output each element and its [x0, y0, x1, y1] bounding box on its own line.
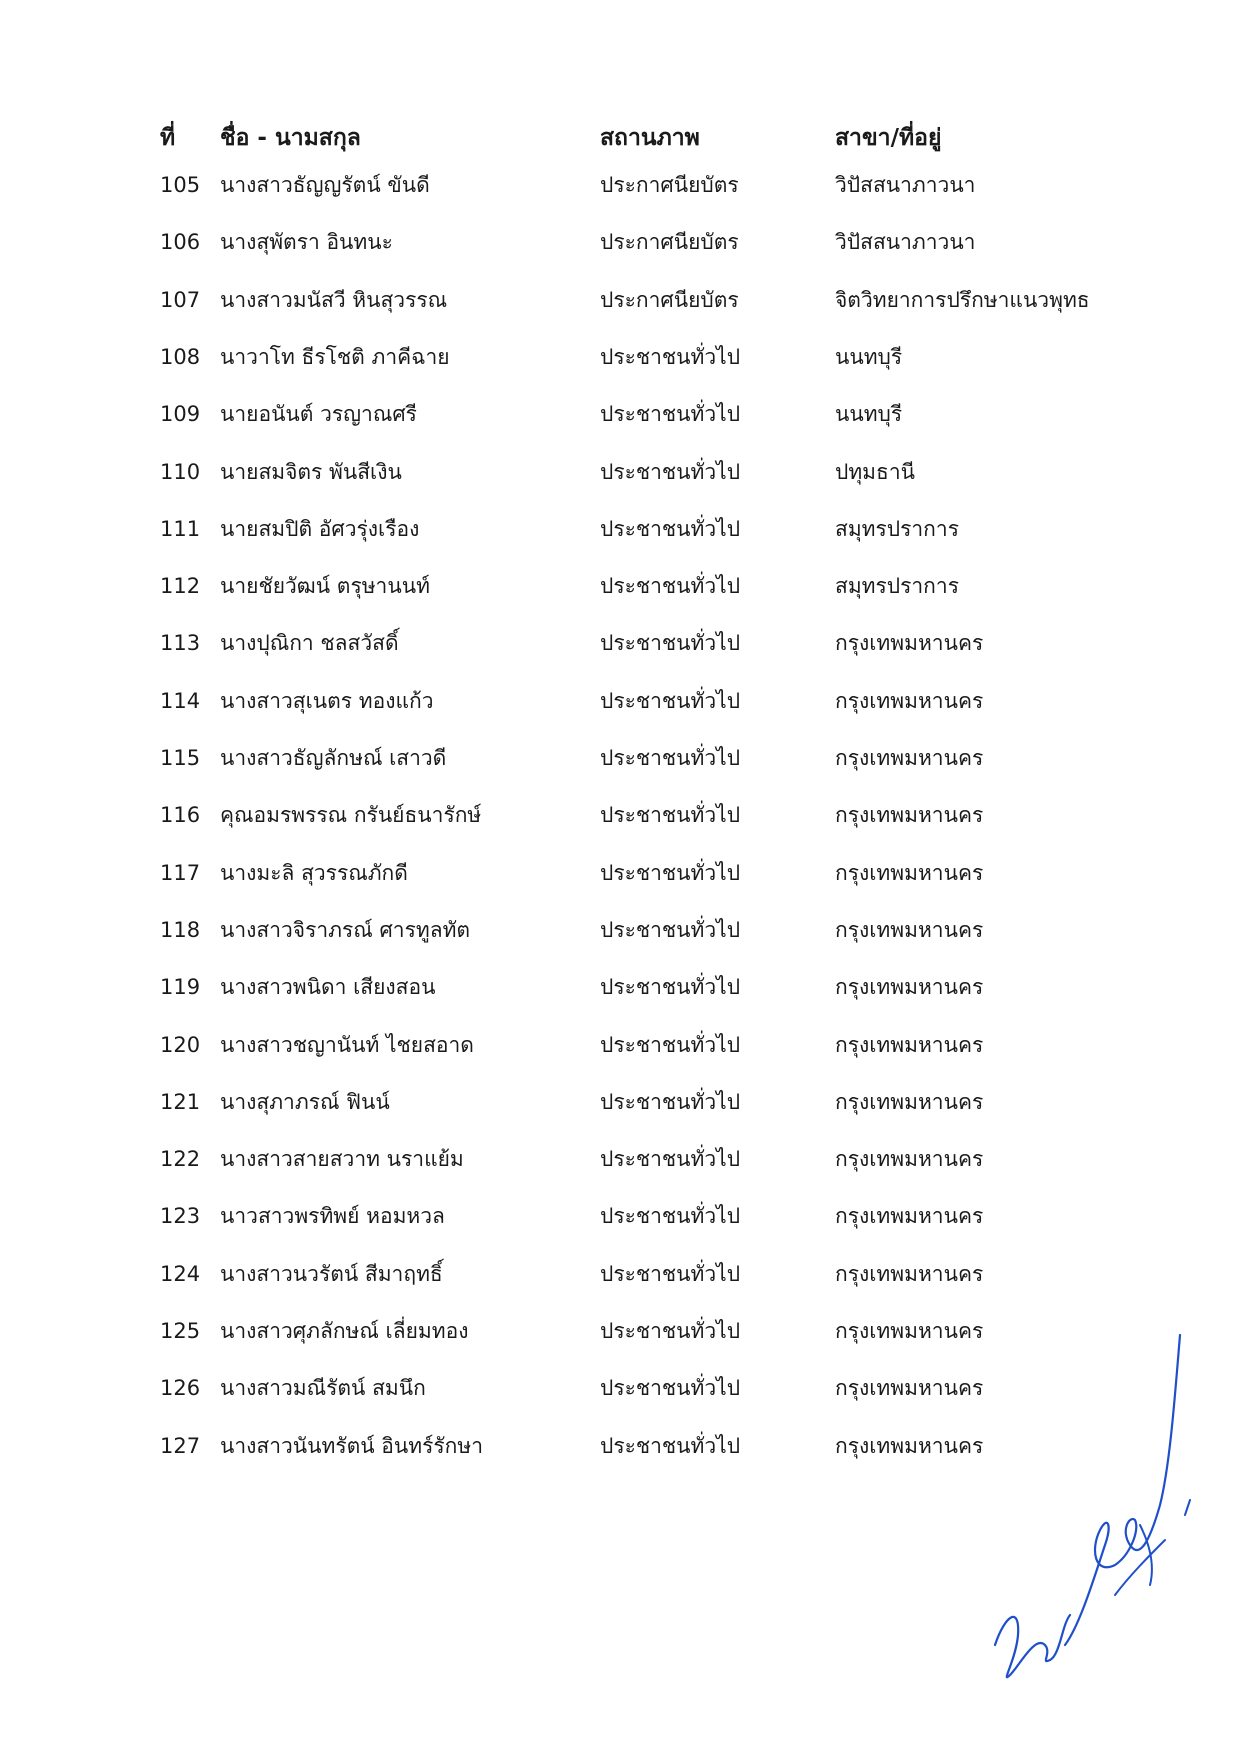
- row-number: 110: [160, 459, 201, 484]
- row-name: นางสาวธัญลักษณ์ เสาวดี: [220, 746, 447, 770]
- row-name: นางสุพัตรา อินทนะ: [220, 230, 393, 255]
- row-branch: นนทบุรี: [835, 344, 903, 369]
- row-name: นายอนันต์ วรญาณศรี: [220, 402, 417, 427]
- row-status: ประชาชนทั่วไป: [600, 860, 741, 885]
- table-row: [0, 452, 1239, 492]
- table-row: [0, 1025, 1239, 1065]
- row-number: 118: [160, 917, 201, 942]
- row-branch: กรุงเทพมหานคร: [835, 1032, 984, 1057]
- table-row: [0, 337, 1239, 377]
- header-number: ที่: [160, 125, 176, 151]
- row-branch: กรุงเทพมหานคร: [835, 1147, 984, 1172]
- row-name: นายชัยวัฒน์ ตรุษานนท์: [220, 574, 430, 599]
- row-branch: จิตวิทยาการปรึกษาแนวพุทธ: [835, 287, 1090, 312]
- row-name: นางสาวศุภลักษณ์ เลี่ยมทอง: [220, 1319, 469, 1343]
- row-status: ประกาศนียบัตร: [600, 173, 739, 197]
- row-branch: กรุงเทพมหานคร: [835, 688, 984, 713]
- row-status: ประชาชนทั่วไป: [600, 1433, 741, 1458]
- row-number: 127: [160, 1433, 201, 1458]
- row-number: 121: [160, 1089, 201, 1114]
- row-number: 122: [160, 1147, 201, 1172]
- table-row: [0, 967, 1239, 1007]
- row-status: ประกาศนียบัตร: [600, 287, 739, 312]
- row-status: ประชาชนทั่วไป: [600, 516, 741, 541]
- row-number: 117: [160, 860, 201, 885]
- row-number: 114: [160, 688, 201, 713]
- table-row: [0, 1082, 1239, 1122]
- table-header: [0, 118, 1239, 158]
- row-status: ประชาชนทั่วไป: [600, 1147, 741, 1172]
- table-row: [0, 1196, 1239, 1236]
- row-number: 106: [160, 230, 201, 255]
- row-number: 120: [160, 1032, 201, 1057]
- table-row: [0, 566, 1239, 606]
- row-number: 126: [160, 1376, 201, 1401]
- row-number: 125: [160, 1319, 201, 1343]
- row-status: ประชาชนทั่วไป: [600, 631, 741, 656]
- row-branch: วิปัสสนาภาวนา: [835, 230, 976, 255]
- table-row: [0, 853, 1239, 893]
- row-branch: กรุงเทพมหานคร: [835, 1089, 984, 1114]
- signature: [990, 1315, 1200, 1695]
- row-name: นางปุณิกา ชลสวัสดิ์: [220, 631, 399, 656]
- row-number: 115: [160, 746, 201, 770]
- row-name: นายสมจิตร พันสีเงิน: [220, 459, 402, 484]
- row-number: 109: [160, 402, 201, 427]
- row-status: ประชาชนทั่วไป: [600, 1089, 741, 1114]
- header-status: สถานภาพ: [600, 125, 700, 151]
- table-row: [0, 910, 1239, 950]
- row-branch: สมุทรปราการ: [835, 516, 959, 541]
- row-branch: กรุงเทพมหานคร: [835, 803, 984, 828]
- row-name: นางสุภาภรณ์ ฟินน์: [220, 1089, 390, 1114]
- row-name: นางมะลิ สุวรรณภักดี: [220, 860, 408, 885]
- header-name: ชื่อ - นามสกุล: [220, 125, 361, 151]
- header-branch: สาขา/ที่อยู่: [835, 125, 942, 151]
- row-number: 105: [160, 173, 201, 197]
- table-row: [0, 509, 1239, 549]
- row-name: คุณอมรพรรณ กรันย์ธนารักษ์: [220, 803, 482, 828]
- row-name: นางสาวนวรัตน์ สีมาฤทธิ์: [220, 1261, 443, 1286]
- row-number: 123: [160, 1204, 201, 1229]
- row-status: ประชาชนทั่วไป: [600, 803, 741, 828]
- row-name: นาวสาวพรทิพย์ หอมหวล: [220, 1204, 445, 1229]
- row-status: ประชาชนทั่วไป: [600, 1319, 741, 1343]
- row-status: ประชาชนทั่วไป: [600, 746, 741, 770]
- row-status: ประชาชนทั่วไป: [600, 402, 741, 427]
- table-row: [0, 623, 1239, 663]
- row-status: ประชาชนทั่วไป: [600, 459, 741, 484]
- row-name: นางสาวพนิดา เสียงสอน: [220, 975, 436, 1000]
- row-branch: กรุงเทพมหานคร: [835, 746, 984, 770]
- row-branch: กรุงเทพมหานคร: [835, 917, 984, 942]
- row-number: 112: [160, 574, 201, 599]
- row-branch: วิปัสสนาภาวนา: [835, 173, 976, 197]
- row-branch: กรุงเทพมหานคร: [835, 631, 984, 656]
- row-branch: ปทุมธานี: [835, 459, 915, 484]
- row-status: ประกาศนียบัตร: [600, 230, 739, 255]
- row-status: ประชาชนทั่วไป: [600, 688, 741, 713]
- table-row: [0, 795, 1239, 835]
- row-name: นางสาวมนัสวี หินสุวรรณ: [220, 287, 448, 312]
- row-branch: กรุงเทพมหานคร: [835, 1204, 984, 1229]
- row-status: ประชาชนทั่วไป: [600, 975, 741, 1000]
- row-branch: กรุงเทพมหานคร: [835, 1433, 984, 1458]
- row-name: นางสาวชญานันท์ ไชยสอาด: [220, 1032, 474, 1057]
- row-number: 107: [160, 287, 201, 312]
- row-branch: กรุงเทพมหานคร: [835, 860, 984, 885]
- row-branch: นนทบุรี: [835, 402, 903, 427]
- table-row: [0, 222, 1239, 262]
- row-name: นางสาวสุเนตร ทองแก้ว: [220, 688, 434, 713]
- row-name: นางสาวสายสวาท นราแย้ม: [220, 1147, 464, 1172]
- row-status: ประชาชนทั่วไป: [600, 1204, 741, 1229]
- row-branch: กรุงเทพมหานคร: [835, 1319, 984, 1343]
- table-row: [0, 1139, 1239, 1179]
- row-number: 108: [160, 344, 201, 369]
- row-number: 111: [160, 516, 201, 541]
- row-status: ประชาชนทั่วไป: [600, 1032, 741, 1057]
- row-number: 116: [160, 803, 201, 828]
- row-number: 124: [160, 1261, 201, 1286]
- row-status: ประชาชนทั่วไป: [600, 344, 741, 369]
- row-number: 119: [160, 975, 201, 1000]
- table-row: [0, 394, 1239, 434]
- table-row: [0, 1254, 1239, 1294]
- row-branch: สมุทรปราการ: [835, 574, 959, 599]
- row-name: นางสาวธัญญรัตน์ ขันดี: [220, 173, 430, 197]
- row-status: ประชาชนทั่วไป: [600, 574, 741, 599]
- row-status: ประชาชนทั่วไป: [600, 1376, 741, 1401]
- row-status: ประชาชนทั่วไป: [600, 917, 741, 942]
- row-branch: กรุงเทพมหานคร: [835, 1261, 984, 1286]
- row-name: นางสาวจิราภรณ์ ศารทูลทัต: [220, 917, 471, 942]
- row-name: นาวาโท ธีรโชติ ภาคีฉาย: [220, 344, 450, 369]
- row-number: 113: [160, 631, 201, 656]
- row-name: นายสมปิติ อัศวรุ่งเรือง: [220, 516, 420, 541]
- table-row: [0, 280, 1239, 320]
- table-row: [0, 165, 1239, 205]
- row-branch: กรุงเทพมหานคร: [835, 1376, 984, 1401]
- table-row: [0, 738, 1239, 778]
- row-name: นางสาวนันทรัตน์ อินทร์รักษา: [220, 1433, 484, 1458]
- row-name: นางสาวมณีรัตน์ สมนึก: [220, 1376, 426, 1401]
- row-branch: กรุงเทพมหานคร: [835, 975, 984, 1000]
- row-status: ประชาชนทั่วไป: [600, 1261, 741, 1286]
- table-row: [0, 681, 1239, 721]
